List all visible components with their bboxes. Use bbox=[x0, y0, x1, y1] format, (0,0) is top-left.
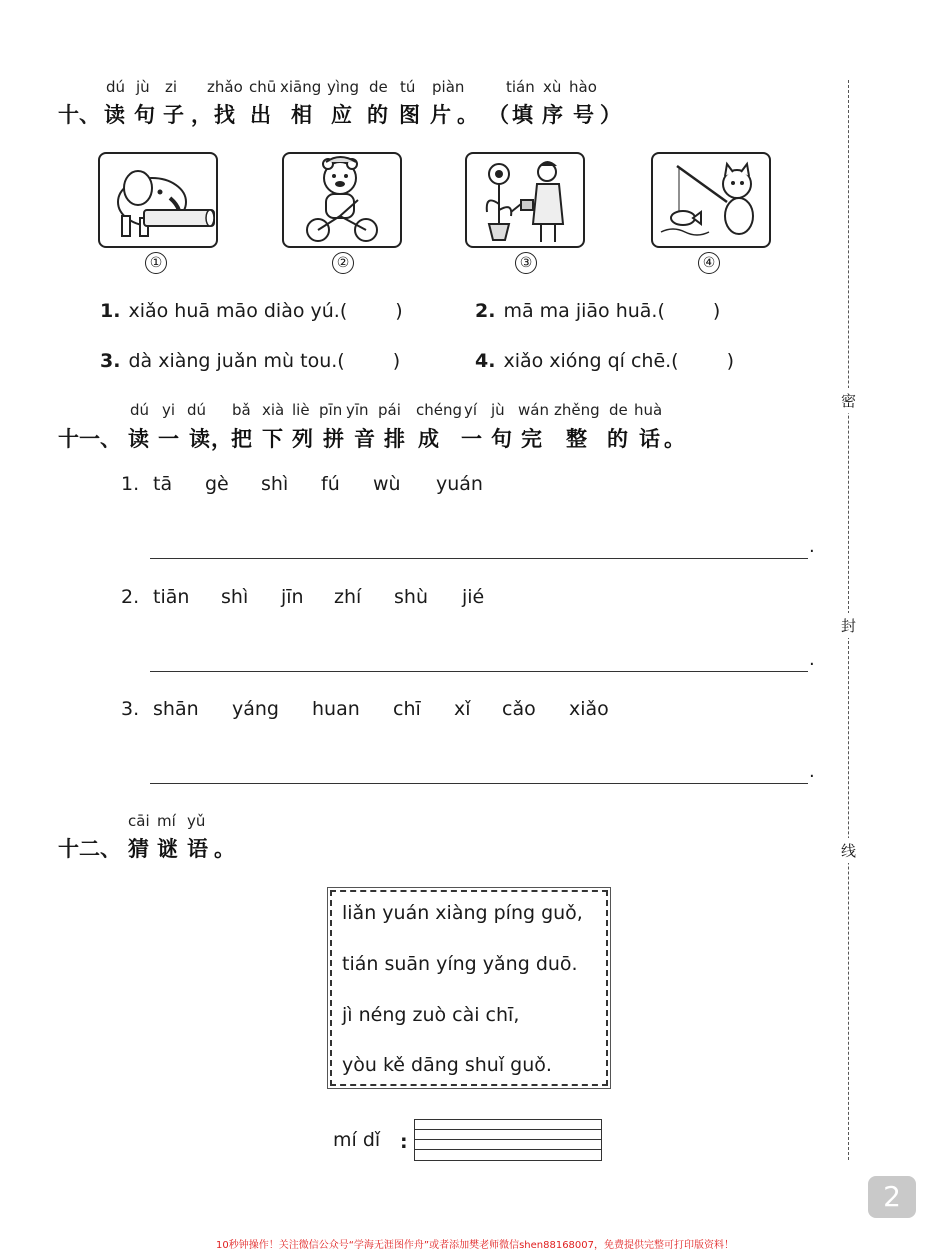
pinyin-syllable: dú bbox=[130, 401, 150, 419]
pinyin-syllable: xiāng bbox=[280, 78, 322, 96]
bear-bicycle-icon bbox=[284, 154, 400, 246]
title-char: 找 bbox=[214, 103, 236, 127]
title-char: 句 bbox=[491, 427, 513, 451]
picture-label-1: ① bbox=[145, 252, 167, 274]
title-char: 猜 bbox=[128, 837, 150, 861]
pinyin-syllable: huà bbox=[634, 401, 663, 419]
section-11-number: 十一、 bbox=[58, 427, 121, 451]
sentence-number: 1. bbox=[100, 300, 121, 322]
pinyin-tile: shù bbox=[394, 586, 428, 608]
pinyin-syllable: jù bbox=[136, 78, 150, 96]
pinyin-tile: huan bbox=[312, 698, 360, 720]
pinyin-syllable: jù bbox=[491, 401, 505, 419]
title-char: 序 bbox=[542, 103, 564, 127]
pinyin-tile: tā bbox=[153, 473, 173, 495]
pinyin-syllable: bǎ bbox=[232, 401, 251, 419]
answer-line-2[interactable] bbox=[150, 671, 808, 672]
riddle-box bbox=[330, 890, 608, 1086]
answer-line-3[interactable] bbox=[150, 783, 808, 784]
title-char: 排 bbox=[384, 427, 406, 451]
pinyin-tile: shì bbox=[261, 473, 289, 495]
sentence-number: 3. bbox=[100, 350, 121, 372]
sentence-close: ) bbox=[392, 350, 401, 372]
title-char: 的 bbox=[607, 427, 629, 451]
sentence-text: xiǎo huā māo diào yú.( bbox=[128, 300, 348, 322]
pinyin-tile: fú bbox=[321, 473, 340, 495]
pinyin-tile: xǐ bbox=[454, 698, 471, 720]
title-char: 。 bbox=[457, 103, 479, 127]
answer-line-1-period: . bbox=[809, 536, 815, 557]
answer-label: mí dǐ bbox=[333, 1129, 381, 1151]
title-char: 拼 bbox=[323, 427, 345, 451]
title-char: 出 bbox=[250, 103, 272, 127]
picture-4 bbox=[651, 152, 771, 248]
riddle-line-3: jì néng zuò cài chī, bbox=[342, 1004, 520, 1026]
title-char: 的 bbox=[367, 103, 389, 127]
pinyin-syllable: cāi bbox=[128, 812, 150, 830]
sentence-text: mā ma jiāo huā.( bbox=[503, 300, 665, 322]
sentence-close: ) bbox=[726, 350, 735, 372]
pinyin-tile: yuán bbox=[436, 473, 483, 495]
title-char: 成 bbox=[418, 427, 440, 451]
binding-char-feng: 封 bbox=[841, 613, 856, 638]
section-12-number: 十二、 bbox=[58, 837, 121, 861]
pinyin-syllable: piàn bbox=[432, 78, 465, 96]
pinyin-tile: tiān bbox=[153, 586, 190, 608]
picture-label-4: ④ bbox=[698, 252, 720, 274]
pinyin-syllable: chū bbox=[249, 78, 277, 96]
pinyin-tile: yáng bbox=[232, 698, 279, 720]
pinyin-tile: wù bbox=[373, 473, 401, 495]
binding-char-mi: 密 bbox=[841, 388, 856, 413]
pinyin-syllable: mí bbox=[157, 812, 176, 830]
title-char: 填 bbox=[512, 103, 534, 127]
section-10-number: 十、 bbox=[58, 103, 100, 127]
title-char: （ bbox=[488, 103, 510, 127]
pinyin-syllable: zhǎo bbox=[207, 78, 243, 96]
pinyin-syllable: yīn bbox=[346, 401, 369, 419]
pinyin-tile: jīn bbox=[281, 586, 304, 608]
sentence-2 bbox=[475, 300, 720, 322]
sentence-number: 2. bbox=[475, 300, 496, 322]
pinyin-syllable: dú bbox=[106, 78, 126, 96]
title-char: 子 bbox=[163, 103, 185, 127]
sentence-1 bbox=[100, 300, 403, 322]
picture-label-2: ② bbox=[332, 252, 354, 274]
sentence-4 bbox=[475, 350, 734, 372]
title-char: 谜 bbox=[157, 837, 179, 861]
answer-line-1[interactable] bbox=[150, 558, 808, 559]
pinyin-syllable: tú bbox=[400, 78, 416, 96]
pinyin-syllable: dú bbox=[187, 401, 207, 419]
picture-2 bbox=[282, 152, 402, 248]
title-char: 读 bbox=[104, 103, 126, 127]
sentence-number: 4. bbox=[475, 350, 496, 372]
pinyin-syllable: yí bbox=[464, 401, 478, 419]
title-char: 图 bbox=[399, 103, 421, 127]
pinyin-syllable: hào bbox=[569, 78, 597, 96]
pinyin-syllable: pái bbox=[378, 401, 401, 419]
answer-writing-box[interactable] bbox=[414, 1119, 602, 1161]
item-number: 3. bbox=[121, 698, 140, 720]
pinyin-syllable: tián bbox=[506, 78, 535, 96]
sentence-close: ) bbox=[395, 300, 403, 322]
title-char: ） bbox=[600, 103, 622, 127]
girl-watering-flower-icon bbox=[467, 154, 583, 246]
pinyin-syllable: yìng bbox=[327, 78, 360, 96]
cat-fishing-icon bbox=[653, 154, 769, 246]
item-number: 1. bbox=[121, 473, 140, 495]
title-char: 语 bbox=[187, 837, 209, 861]
title-char: 把 bbox=[231, 427, 253, 451]
sentence-text: xiǎo xióng qí chē.( bbox=[503, 350, 679, 372]
pinyin-tile: zhí bbox=[334, 586, 362, 608]
title-char: 整 bbox=[566, 427, 588, 451]
pinyin-syllable: zhěng bbox=[554, 401, 600, 419]
title-char: 下 bbox=[262, 427, 284, 451]
riddle-line-2: tián suān yíng yǎng duō. bbox=[342, 953, 578, 975]
pinyin-syllable: wán bbox=[518, 401, 549, 419]
title-char: 。 bbox=[664, 427, 686, 451]
pinyin-tile: shān bbox=[153, 698, 199, 720]
pinyin-syllable: pīn bbox=[319, 401, 343, 419]
binding-char-xian: 线 bbox=[841, 838, 856, 863]
riddle-line-1: liǎn yuán xiàng píng guǒ, bbox=[342, 902, 583, 924]
pinyin-syllable: liè bbox=[292, 401, 310, 419]
title-char: 完 bbox=[521, 427, 543, 451]
answer-colon: : bbox=[400, 1131, 408, 1153]
sentence-3 bbox=[100, 350, 400, 372]
title-char: 一 bbox=[158, 427, 180, 451]
pinyin-syllable: zi bbox=[165, 78, 178, 96]
elephant-log-icon bbox=[100, 154, 216, 246]
riddle-line-4: yòu kě dāng shuǐ guǒ. bbox=[342, 1054, 552, 1076]
title-char: 句 bbox=[134, 103, 156, 127]
title-char: 相 bbox=[291, 103, 313, 127]
sentence-text: dà xiàng juǎn mù tou.( bbox=[128, 350, 345, 372]
title-char: 号 bbox=[573, 103, 595, 127]
pinyin-syllable: chéng bbox=[416, 401, 463, 419]
title-char: ， bbox=[191, 103, 213, 127]
answer-line-2-period: . bbox=[809, 649, 815, 670]
pinyin-syllable: de bbox=[609, 401, 628, 419]
picture-label-3: ③ bbox=[515, 252, 537, 274]
title-char: 音 bbox=[354, 427, 376, 451]
pinyin-syllable: yi bbox=[162, 401, 176, 419]
title-char: 片 bbox=[430, 103, 452, 127]
footer-notice: 10秒钟操作！关注微信公众号“学海无涯图作舟”或者添加樊老师微信shen88168007，免费提供完整可打印版资料！ bbox=[215, 1240, 735, 1251]
pinyin-syllable: yǔ bbox=[187, 812, 206, 830]
sentence-close: ) bbox=[712, 300, 721, 322]
title-char: 话 bbox=[639, 427, 661, 451]
pinyin-syllable: xù bbox=[543, 78, 562, 96]
title-char: 读 bbox=[189, 427, 211, 451]
title-char: 读 bbox=[128, 427, 150, 451]
title-char: ， bbox=[211, 427, 233, 451]
picture-3 bbox=[465, 152, 585, 248]
pinyin-syllable: de bbox=[369, 78, 388, 96]
picture-1 bbox=[98, 152, 218, 248]
title-char: 列 bbox=[292, 427, 314, 451]
answer-line-3-period: . bbox=[809, 761, 815, 782]
title-char: 一 bbox=[461, 427, 483, 451]
title-char: 。 bbox=[214, 837, 236, 861]
pinyin-tile: chī bbox=[393, 698, 421, 720]
pinyin-tile: gè bbox=[205, 473, 229, 495]
pinyin-tile: shì bbox=[221, 586, 249, 608]
page-number: 2 bbox=[868, 1176, 916, 1218]
title-char: 应 bbox=[331, 103, 353, 127]
pinyin-tile: xiǎo bbox=[569, 698, 609, 720]
item-number: 2. bbox=[121, 586, 140, 608]
pinyin-tile: jié bbox=[462, 586, 485, 608]
pinyin-syllable: xià bbox=[262, 401, 285, 419]
pinyin-tile: cǎo bbox=[502, 698, 536, 720]
